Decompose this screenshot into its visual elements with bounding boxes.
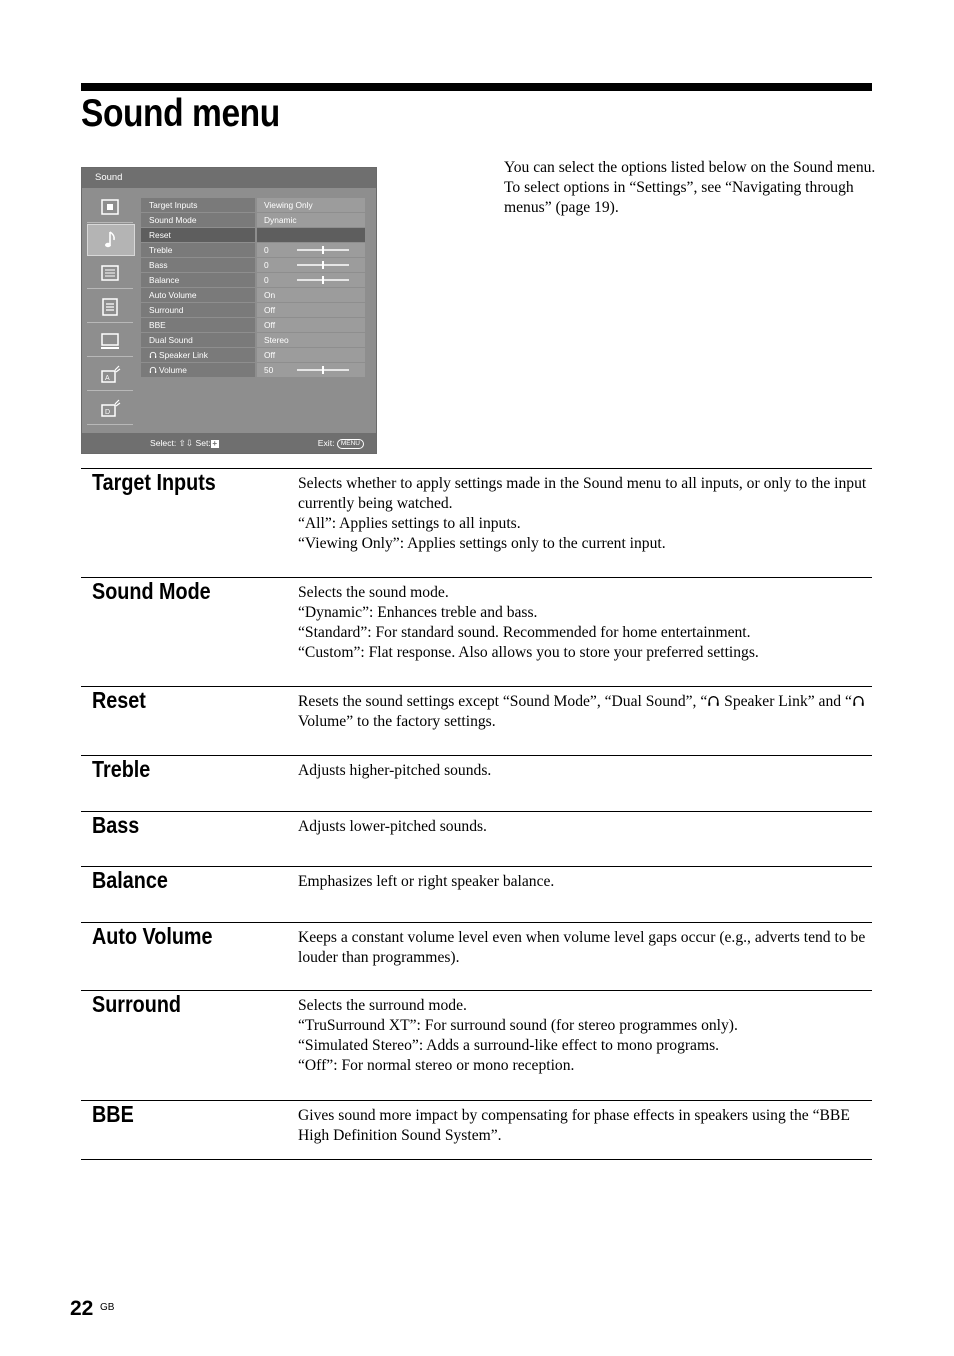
osd-row-value <box>257 288 365 302</box>
setting-row <box>81 686 872 755</box>
osd-row-label <box>141 213 255 227</box>
osd-row-label-text: Dual Sound <box>149 335 193 345</box>
osd-row <box>141 303 365 317</box>
osd-row-label <box>141 273 255 287</box>
description-line <box>298 692 876 732</box>
description-line: “Custom”: Flat response. Also allows you to store your preferred settings. <box>298 644 759 661</box>
setting-term: Auto Volume <box>92 923 213 949</box>
up-down-arrows-icon: ⇧⇩ <box>178 438 194 448</box>
analog-tv-icon <box>87 360 133 391</box>
description-line: Gives sound more impact by compensating for phase effects in speakers using the “BBE High Definition Sound System”. <box>298 1107 850 1144</box>
description-text: Volume” to the factory settings. <box>298 713 496 730</box>
osd-row-value-text: On <box>264 290 276 300</box>
osd-row-value-text: Off <box>264 350 276 360</box>
enter-button-icon: + <box>212 439 218 448</box>
description-line: “All”: Applies settings to all inputs. <box>298 515 521 532</box>
osd-row <box>141 333 365 347</box>
osd-row-value <box>257 198 365 212</box>
setting-term: Sound Mode <box>92 578 211 604</box>
setting-row <box>81 755 872 811</box>
osd-row-label <box>141 348 255 362</box>
osd-row <box>141 213 365 227</box>
set-label: Set: <box>195 438 211 448</box>
osd-row-label <box>141 318 255 332</box>
level-slider <box>297 249 349 251</box>
osd-row-value <box>257 228 365 242</box>
osd-row <box>141 318 365 332</box>
description-line: “Viewing Only”: Applies settings only to the current input. <box>298 535 666 552</box>
setting-term: Balance <box>92 867 168 893</box>
description-line: “TruSurround XT”: For surround sound (for stereo programmes only). <box>298 1017 738 1034</box>
osd-header: Sound <box>82 168 376 188</box>
setting-description <box>298 1106 876 1146</box>
pc-icon <box>87 326 133 357</box>
setting-description <box>298 872 876 892</box>
osd-row-label-text: Volume <box>159 365 187 375</box>
osd-row-label-text: Speaker Link <box>159 350 208 360</box>
setting-description <box>298 583 876 663</box>
setting-description <box>298 761 876 781</box>
setting-row <box>81 866 872 922</box>
osd-row-label <box>141 333 255 347</box>
osd-row-value-text: Stereo <box>264 335 289 345</box>
osd-row <box>141 363 365 377</box>
osd-row-value <box>257 333 365 347</box>
osd-row-value <box>257 363 365 377</box>
description-line: “Off”: For normal stereo or mono reception. <box>298 1057 575 1074</box>
osd-sidebar <box>85 192 135 432</box>
description-line: “Standard”: For standard sound. Recommended for home entertainment. <box>298 624 751 641</box>
page-title: Sound menu <box>81 92 280 135</box>
setting-row <box>81 811 872 866</box>
setting-term: BBE <box>92 1101 134 1127</box>
slider-knob <box>322 276 324 284</box>
osd-row <box>141 288 365 302</box>
setting-term: Surround <box>92 991 182 1017</box>
description-line: Adjusts lower-pitched sounds. <box>298 818 487 835</box>
setting-term: Bass <box>92 812 140 838</box>
osd-row-label-text: Target Inputs <box>149 200 198 210</box>
osd-row-value <box>257 303 365 317</box>
osd-row-label <box>141 303 255 317</box>
osd-row-label-text: BBE <box>149 320 166 330</box>
settings-description-table <box>81 468 872 1168</box>
osd-row-value-text: 0 <box>264 275 269 285</box>
setting-term: Reset <box>92 687 146 713</box>
osd-row-label-text: Treble <box>149 245 173 255</box>
osd-row-value-text: Off <box>264 320 276 330</box>
osd-row <box>141 243 365 257</box>
osd-row-label-text: Surround <box>149 305 184 315</box>
setting-term: Target Inputs <box>92 469 216 495</box>
description-line: “Simulated Stereo”: Adds a surround-like effect to mono programs. <box>298 1037 720 1054</box>
osd-footer-select <box>150 433 219 453</box>
osd-row-value <box>257 213 365 227</box>
svg-text:A: A <box>105 375 110 382</box>
headphone-icon <box>149 351 157 359</box>
osd-row-label <box>141 243 255 257</box>
osd-row-value-text: 0 <box>264 260 269 270</box>
setting-description <box>298 928 876 968</box>
tv-menu-screenshot <box>81 167 377 454</box>
slider-knob <box>322 246 324 254</box>
setting-row <box>81 922 872 990</box>
osd-row-value-text: Dynamic <box>264 215 297 225</box>
osd-row-label-text: Balance <box>149 275 180 285</box>
osd-row-label-text: Auto Volume <box>149 290 197 300</box>
description-line: Selects the surround mode. <box>298 997 467 1014</box>
setting-row <box>81 468 872 577</box>
osd-row-value-text: Off <box>264 305 276 315</box>
picture-icon <box>87 192 133 223</box>
music-note-icon <box>87 224 135 256</box>
digital-tv-icon <box>87 394 133 425</box>
setup-icon <box>87 292 133 323</box>
description-text: Speaker Link” and “ <box>720 693 852 710</box>
osd-row-label <box>141 228 255 242</box>
setting-description <box>298 817 876 837</box>
select-label: Select: <box>150 438 177 448</box>
headphone-icon <box>707 694 720 708</box>
osd-row-value-text: 50 <box>264 365 274 375</box>
screen-icon <box>87 258 133 289</box>
slider-knob <box>322 261 324 269</box>
description-line: Adjusts higher-pitched sounds. <box>298 762 492 779</box>
setting-term: Treble <box>92 756 151 782</box>
description-line: Selects the sound mode. <box>298 584 449 601</box>
slider-knob <box>322 366 324 374</box>
osd-row <box>141 258 365 272</box>
osd-row <box>141 228 365 242</box>
description-line: Keeps a constant volume level even when volume level gaps occur (e.g., adverts tend to be louder than programmes). <box>298 929 866 966</box>
osd-row-label <box>141 258 255 272</box>
setting-description <box>298 996 876 1076</box>
setting-description <box>298 692 876 732</box>
page-language-code: GB <box>100 1302 115 1313</box>
headphone-icon <box>149 366 157 374</box>
description-line: Selects whether to apply settings made in the Sound menu to all inputs, or only to the input currently being watched. <box>298 475 867 512</box>
osd-row-value <box>257 243 365 257</box>
osd-footer <box>82 433 376 453</box>
osd-row-label <box>141 198 255 212</box>
osd-row-value <box>257 318 365 332</box>
level-slider <box>297 369 349 371</box>
setting-description <box>298 474 876 554</box>
osd-row-label-text: Sound Mode <box>149 215 197 225</box>
osd-row <box>141 198 365 212</box>
setting-row <box>81 577 872 686</box>
osd-settings-list <box>141 198 365 378</box>
osd-row-label <box>141 363 255 377</box>
osd-footer-exit <box>318 433 364 453</box>
osd-row-value <box>257 348 365 362</box>
level-slider <box>297 264 349 266</box>
headphone-icon <box>852 694 865 708</box>
level-slider <box>297 279 349 281</box>
setting-row <box>81 1100 872 1168</box>
osd-row-value <box>257 273 365 287</box>
osd-row-value-text: Viewing Only <box>264 200 313 210</box>
svg-text:D: D <box>105 409 111 416</box>
description-line: Emphasizes left or right speaker balance. <box>298 873 555 890</box>
osd-row <box>141 348 365 362</box>
osd-row-value <box>257 258 365 272</box>
table-bottom-rule <box>81 1159 872 1160</box>
menu-button-icon: MENU <box>337 439 364 449</box>
exit-label: Exit: <box>317 438 335 448</box>
osd-row-value-text: 0 <box>264 245 269 255</box>
title-rule <box>81 83 872 91</box>
description-text: Resets the sound settings except “Sound Mode”, “Dual Sound”, “ <box>298 693 708 710</box>
osd-row-label-text: Bass <box>149 260 168 270</box>
osd-row-label <box>141 288 255 302</box>
setting-row <box>81 990 872 1100</box>
osd-row <box>141 273 365 287</box>
intro-text: You can select the options listed below on the Sound menu. To select options in “Settings”, see “Navigating through menus” (page 19). <box>504 159 876 216</box>
description-line: “Dynamic”: Enhances treble and bass. <box>298 604 538 621</box>
osd-row-label-text: Reset <box>149 230 171 240</box>
page-number: 22 <box>70 1297 94 1320</box>
